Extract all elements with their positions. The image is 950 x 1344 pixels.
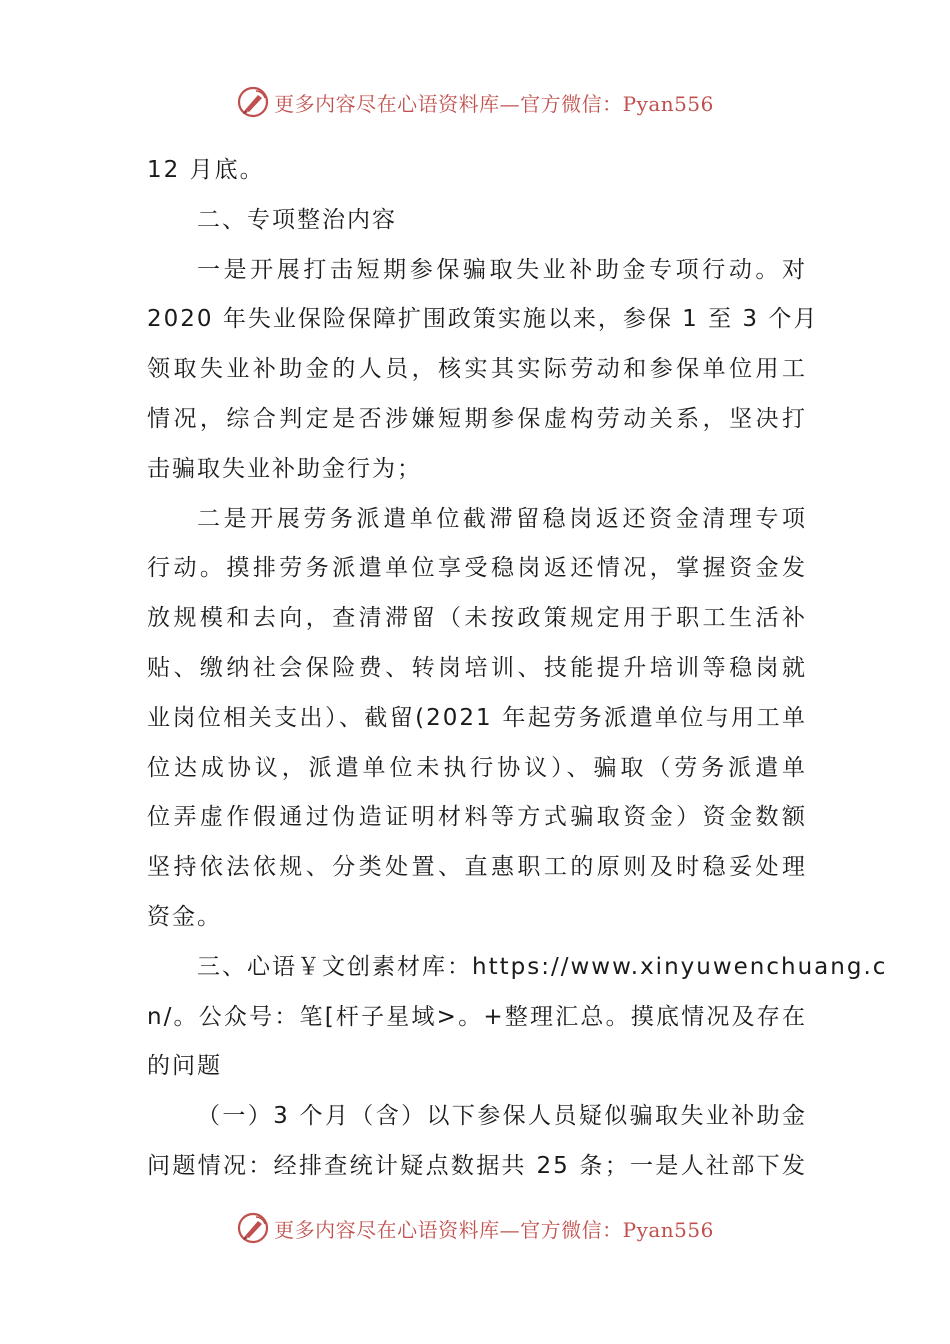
section-heading: 二、专项整治内容 [197, 206, 397, 233]
text-line: 位达成协议，派遣单位未执行协议）、骗取（劳务派遣单 [147, 754, 807, 781]
text-line: 业岗位相关支出）、截留(2021 年起劳务派遣单位与用工单 [147, 704, 807, 731]
text-line: 一是开展打击短期参保骗取失业补助金专项行动。对 [197, 256, 807, 283]
footer-banner-text: 更多内容尽在心语资料库—官方微信：Pyan556 [274, 1217, 714, 1242]
text-line: 放规模和去向，查清滞留（未按政策规定用于职工生活补 [147, 605, 807, 632]
text-line: 贴、缴纳社会保险费、转岗培训、技能提升培训等稳岗就 [147, 654, 807, 681]
footer-banner [0, 1206, 950, 1250]
text-line: 行动。摸排劳务派遣单位享受稳岗返还情况，掌握资金发 [147, 555, 807, 582]
text-line: 问题情况：经排查统计疑点数据共 25 条；一是人社部下发 [147, 1152, 807, 1179]
text-line: 击骗取失业补助金行为； [147, 455, 422, 482]
text-line: 12 月底。 [147, 157, 265, 183]
text-line: 坚持依法依规、分类处置、直惠职工的原则及时稳妥处理 [147, 854, 807, 881]
text-line: n/。公众号：笔[杆子星域>。+整理汇总。摸底情况及存在 [147, 1003, 807, 1030]
text-line: （一）3 个月（含）以下参保人员疑似骗取失业补助金 [197, 1103, 807, 1130]
header-banner [0, 80, 950, 124]
text-line: 资金。 [147, 903, 222, 930]
header-banner-text: 更多内容尽在心语资料库—官方微信：Pyan556 [274, 91, 714, 116]
text-line: 2020 年失业保险保障扩围政策实施以来，参保 1 至 3 个月 [147, 306, 819, 333]
text-line: 二是开展劳务派遣单位截滞留稳岗返还资金清理专项 [197, 505, 807, 532]
section-heading: 三、心语￥文创素材库：https://www.xinyuwenchuang.c [197, 953, 888, 980]
text-line: 位弄虚作假通过伪造证明材料等方式骗取资金）资金数额 [147, 804, 807, 831]
text-line: 情况，综合判定是否涉嫌短期参保虚构劳动关系，坚决打 [147, 405, 807, 432]
document-body [147, 146, 888, 1192]
text-line: 领取失业补助金的人员，核实其实际劳动和参保单位用工 [147, 356, 807, 383]
pen-nib-logo-icon [236, 85, 270, 119]
pen-nib-logo-icon [236, 1211, 270, 1245]
text-line: 的问题 [147, 1053, 222, 1080]
